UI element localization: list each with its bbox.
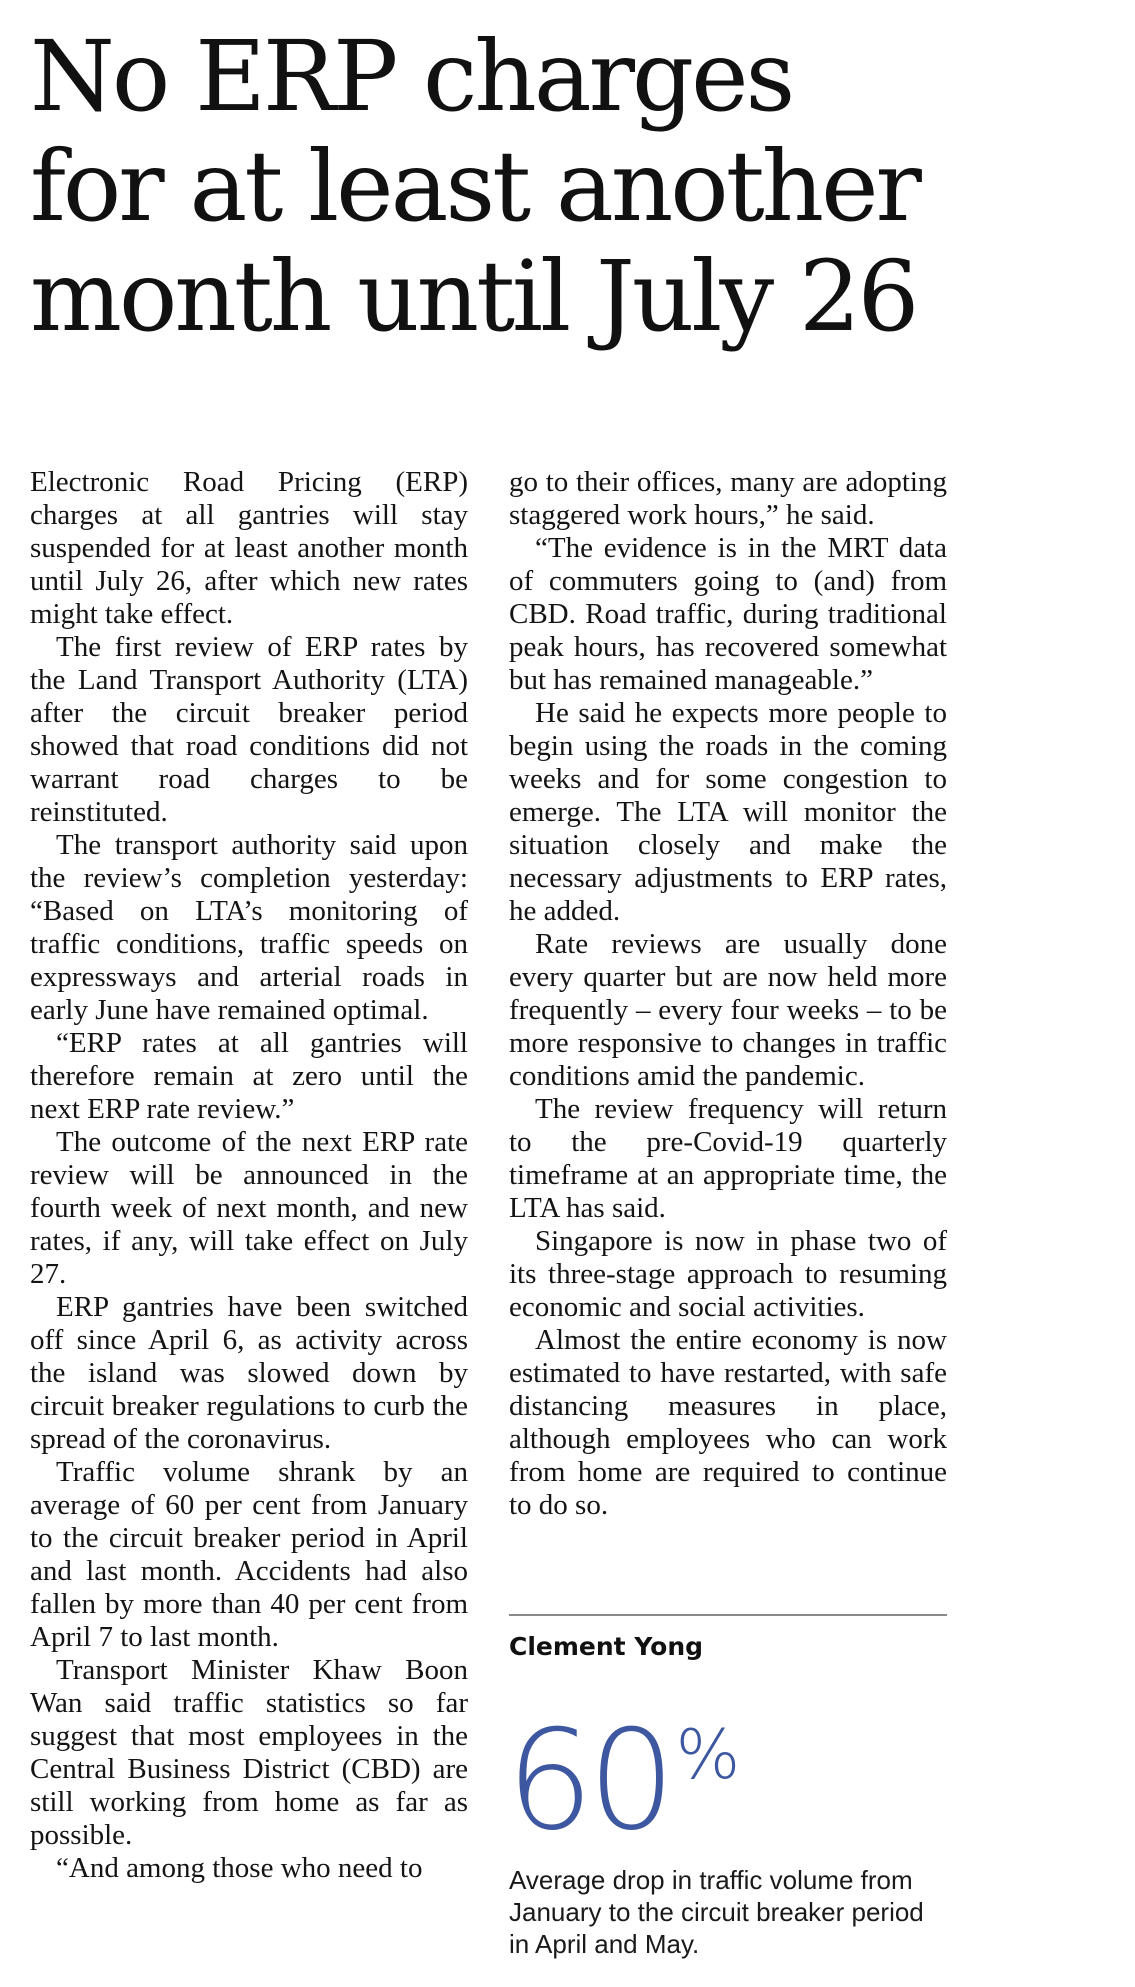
paragraph: Singapore is now in phase two of its three-stage approach to resuming economic and social activities. bbox=[509, 1225, 947, 1323]
paragraph: Transport Minister Khaw Boon Wan said traffic statistics so far suggest that most employees in the Central Business District (CBD) are still working from home as far as possible. bbox=[30, 1654, 468, 1851]
byline: Clement Yong bbox=[509, 1632, 704, 1661]
paragraph: Traffic volume shrank by an average of 60 per cent from January to the circuit breaker period in April and last month. Accidents had also fallen by more than 40 per cent from April 7 to last month. bbox=[30, 1456, 468, 1653]
paragraph: The outcome of the next ERP rate review will be announced in the fourth week of next month, and new rates, if any, will take effect on July 27. bbox=[30, 1126, 468, 1290]
paragraph: The transport authority said upon the review’s completion yesterday: “Based on LTA’s monitoring of traffic conditions, traffic speeds on expressways and arterial roads in early June have remained optimal. bbox=[30, 829, 468, 1026]
byline-divider bbox=[509, 1614, 947, 1616]
paragraph: The review frequency will return to the pre-Covid-19 quarterly timeframe at an appropriate time, the LTA has said. bbox=[509, 1093, 947, 1224]
factbox-number: 60 bbox=[506, 1700, 670, 1861]
article-column-left bbox=[30, 466, 468, 1885]
paragraph: Electronic Road Pricing (ERP) charges at all gantries will stay suspended for at least another month until July 26, after which new rates might take effect. bbox=[30, 466, 468, 630]
paragraph: “ERP rates at all gantries will therefore remain at zero until the next ERP rate review.” bbox=[30, 1027, 468, 1125]
paragraph: “The evidence is in the MRT data of commuters going to (and) from CBD. Road traffic, during traditional peak hours, has recovered somewhat but has remained manageable.” bbox=[509, 532, 947, 696]
paragraph: The first review of ERP rates by the Land Transport Authority (LTA) after the circuit breaker period showed that road conditions did not warrant road charges to be reinstituted. bbox=[30, 631, 468, 828]
headline: No ERP charges for at least another month until July 26 bbox=[30, 20, 919, 353]
paragraph: He said he expects more people to begin using the roads in the coming weeks and for some congestion to emerge. The LTA will monitor the situation closely and make the necessary adjustments to ERP rates, he added. bbox=[509, 697, 947, 927]
article-column-right bbox=[509, 466, 947, 1522]
factbox-unit: % bbox=[675, 1716, 741, 1795]
factbox-caption: Average drop in traffic volume from January to the circuit breaker period in April and May. bbox=[509, 1865, 924, 1959]
factbox-stat bbox=[506, 1700, 741, 1861]
paragraph: “And among those who need to bbox=[56, 1852, 423, 1884]
paragraph: Rate reviews are usually done every quarter but are now held more frequently – every four weeks – to be more responsive to changes in traffic conditions amid the pandemic. bbox=[509, 928, 947, 1092]
paragraph: ERP gantries have been switched off since April 6, as activity across the island was slowed down by circuit breaker regulations to curb the spread of the coronavirus. bbox=[30, 1291, 468, 1455]
paragraph: go to their offices, many are adopting staggered work hours,” he said. bbox=[509, 466, 947, 531]
paragraph: Almost the entire economy is now estimated to have restarted, with safe distancing measures in place, although employees who can work from home are required to continue to do so. bbox=[509, 1324, 947, 1521]
